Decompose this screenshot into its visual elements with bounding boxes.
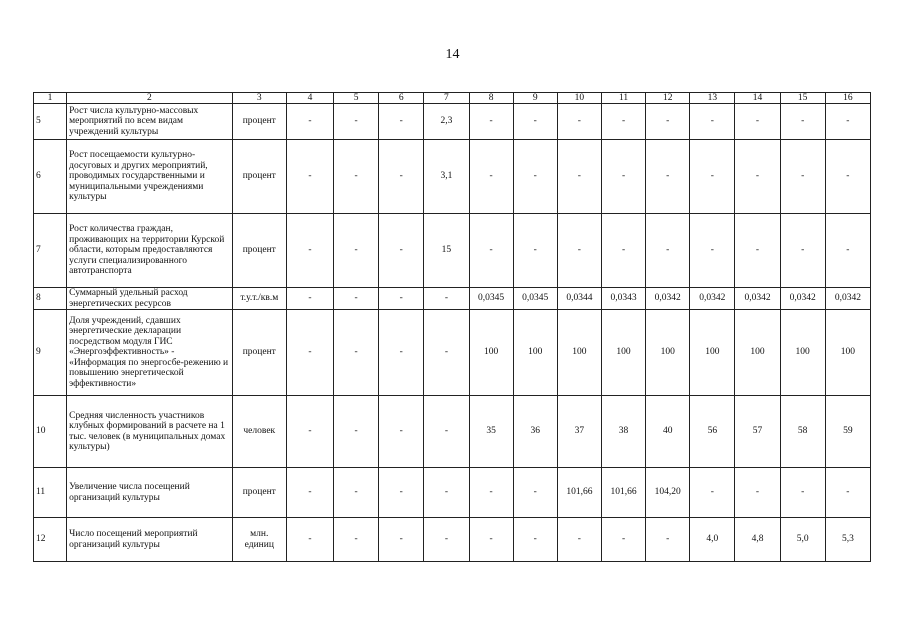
value-cell: - xyxy=(780,140,825,214)
row-number: 12 xyxy=(34,518,67,562)
value-cell: 100 xyxy=(601,310,645,396)
value-cell: - xyxy=(424,310,469,396)
value-cell: - xyxy=(646,140,690,214)
value-cell: 58 xyxy=(780,396,825,468)
value-cell: - xyxy=(379,468,424,518)
value-cell: - xyxy=(646,104,690,140)
indicator-name: Суммарный удельный расход энергетических ресурсов xyxy=(67,288,233,310)
table-row xyxy=(34,104,871,140)
value-cell: 0,0344 xyxy=(557,288,601,310)
table-row xyxy=(34,396,871,468)
value-cell: - xyxy=(286,104,333,140)
value-cell: - xyxy=(379,518,424,562)
value-cell: 100 xyxy=(557,310,601,396)
value-cell: - xyxy=(601,214,645,288)
value-cell: - xyxy=(513,104,557,140)
value-cell: - xyxy=(469,140,513,214)
value-cell: - xyxy=(825,468,870,518)
value-cell: 0,0345 xyxy=(513,288,557,310)
value-cell: - xyxy=(690,214,735,288)
column-header: 9 xyxy=(513,93,557,104)
value-cell: 0,0342 xyxy=(735,288,780,310)
value-cell: - xyxy=(334,396,379,468)
row-number: 5 xyxy=(34,104,67,140)
value-cell: 100 xyxy=(513,310,557,396)
value-cell: - xyxy=(424,288,469,310)
value-cell: - xyxy=(780,104,825,140)
value-cell: - xyxy=(646,518,690,562)
row-number: 6 xyxy=(34,140,67,214)
indicator-name: Рост посещаемости культурно-досуговых и других мероприятий, проводимых государственными и муниципальными учреждениями культуры xyxy=(67,140,233,214)
value-cell: - xyxy=(424,518,469,562)
indicator-name: Рост количества граждан, проживающих на территории Курской области, которым предоставляются услуги специализированного автотранспорта xyxy=(67,214,233,288)
value-cell: 0,0343 xyxy=(601,288,645,310)
unit-cell: млн. единиц xyxy=(232,518,286,562)
column-header: 4 xyxy=(286,93,333,104)
value-cell: - xyxy=(379,288,424,310)
value-cell: - xyxy=(334,140,379,214)
value-cell: - xyxy=(469,104,513,140)
value-cell: 56 xyxy=(690,396,735,468)
column-header: 1 xyxy=(34,93,67,104)
indicator-name: Средняя численность участников клубных формирований в расчете на 1 тыс. человек (в муниципальных домах культуры) xyxy=(67,396,233,468)
table-row xyxy=(34,214,871,288)
column-header: 10 xyxy=(557,93,601,104)
value-cell: - xyxy=(379,140,424,214)
value-cell: 5,0 xyxy=(780,518,825,562)
value-cell: - xyxy=(780,214,825,288)
table-row xyxy=(34,518,871,562)
value-cell: - xyxy=(557,104,601,140)
value-cell: - xyxy=(735,468,780,518)
unit-cell: процент xyxy=(232,468,286,518)
value-cell: - xyxy=(286,396,333,468)
value-cell: - xyxy=(286,468,333,518)
value-cell: - xyxy=(601,104,645,140)
value-cell: - xyxy=(379,214,424,288)
value-cell: 59 xyxy=(825,396,870,468)
indicator-name: Число посещений мероприятий организаций культуры xyxy=(67,518,233,562)
column-header: 13 xyxy=(690,93,735,104)
row-number: 7 xyxy=(34,214,67,288)
value-cell: - xyxy=(379,310,424,396)
column-header: 12 xyxy=(646,93,690,104)
value-cell: - xyxy=(513,140,557,214)
indicators-table xyxy=(33,92,871,562)
table-row xyxy=(34,468,871,518)
value-cell: 35 xyxy=(469,396,513,468)
value-cell: - xyxy=(513,518,557,562)
table-body xyxy=(34,104,871,562)
column-header: 14 xyxy=(735,93,780,104)
column-header: 3 xyxy=(232,93,286,104)
unit-cell: человек xyxy=(232,396,286,468)
value-cell: 57 xyxy=(735,396,780,468)
value-cell: - xyxy=(735,104,780,140)
value-cell: 0,0342 xyxy=(646,288,690,310)
value-cell: - xyxy=(557,518,601,562)
value-cell: - xyxy=(825,104,870,140)
table-row xyxy=(34,288,871,310)
value-cell: - xyxy=(646,214,690,288)
value-cell: 0,0345 xyxy=(469,288,513,310)
row-number: 8 xyxy=(34,288,67,310)
value-cell: 15 xyxy=(424,214,469,288)
value-cell: - xyxy=(469,214,513,288)
row-number: 11 xyxy=(34,468,67,518)
row-number: 10 xyxy=(34,396,67,468)
value-cell: - xyxy=(379,104,424,140)
unit-cell: процент xyxy=(232,104,286,140)
value-cell: - xyxy=(334,310,379,396)
value-cell: - xyxy=(469,518,513,562)
value-cell: 100 xyxy=(825,310,870,396)
unit-cell: процент xyxy=(232,214,286,288)
value-cell: - xyxy=(601,518,645,562)
value-cell: 37 xyxy=(557,396,601,468)
value-cell: 2,3 xyxy=(424,104,469,140)
value-cell: 100 xyxy=(780,310,825,396)
column-header: 6 xyxy=(379,93,424,104)
indicator-name: Рост числа культурно-массовых мероприятий по всем видам учреждений культуры xyxy=(67,104,233,140)
column-header: 2 xyxy=(67,93,233,104)
value-cell: 0,0342 xyxy=(825,288,870,310)
value-cell: - xyxy=(334,468,379,518)
value-cell: - xyxy=(513,468,557,518)
value-cell: - xyxy=(735,140,780,214)
value-cell: 100 xyxy=(735,310,780,396)
value-cell: - xyxy=(825,140,870,214)
value-cell: - xyxy=(557,140,601,214)
value-cell: 5,3 xyxy=(825,518,870,562)
value-cell: 4,0 xyxy=(690,518,735,562)
value-cell: - xyxy=(690,140,735,214)
page-number: 14 xyxy=(445,47,460,62)
value-cell: - xyxy=(690,104,735,140)
column-header: 16 xyxy=(825,93,870,104)
value-cell: 36 xyxy=(513,396,557,468)
value-cell: 101,66 xyxy=(601,468,645,518)
value-cell: - xyxy=(286,288,333,310)
value-cell: - xyxy=(780,468,825,518)
table-row xyxy=(34,310,871,396)
value-cell: 4,8 xyxy=(735,518,780,562)
value-cell: - xyxy=(286,140,333,214)
value-cell: 100 xyxy=(469,310,513,396)
value-cell: - xyxy=(379,396,424,468)
unit-cell: т.у.т./кв.м xyxy=(232,288,286,310)
value-cell: - xyxy=(334,518,379,562)
column-header: 7 xyxy=(424,93,469,104)
value-cell: 0,0342 xyxy=(690,288,735,310)
table-header-row xyxy=(34,93,871,104)
value-cell: - xyxy=(424,396,469,468)
value-cell: - xyxy=(424,468,469,518)
value-cell: - xyxy=(513,214,557,288)
value-cell: - xyxy=(690,468,735,518)
value-cell: - xyxy=(557,214,601,288)
value-cell: 40 xyxy=(646,396,690,468)
value-cell: - xyxy=(286,310,333,396)
column-header: 11 xyxy=(601,93,645,104)
value-cell: - xyxy=(735,214,780,288)
value-cell: 101,66 xyxy=(557,468,601,518)
column-header: 15 xyxy=(780,93,825,104)
unit-cell: процент xyxy=(232,310,286,396)
value-cell: 100 xyxy=(690,310,735,396)
value-cell: 104,20 xyxy=(646,468,690,518)
value-cell: - xyxy=(601,140,645,214)
value-cell: 38 xyxy=(601,396,645,468)
value-cell: - xyxy=(286,214,333,288)
unit-cell: процент xyxy=(232,140,286,214)
indicator-name: Доля учреждений, сдавших энергетические декларации посредством модуля ГИС «Энергоэффективность» - «Информация по энергосбе-режению и повышению энергетической эффективности» xyxy=(67,310,233,396)
value-cell: 0,0342 xyxy=(780,288,825,310)
row-number: 9 xyxy=(34,310,67,396)
indicator-name: Увеличение числа посещений организаций культуры xyxy=(67,468,233,518)
column-header: 8 xyxy=(469,93,513,104)
value-cell: - xyxy=(334,214,379,288)
value-cell: 3,1 xyxy=(424,140,469,214)
value-cell: 100 xyxy=(646,310,690,396)
value-cell: - xyxy=(334,288,379,310)
table-row xyxy=(34,140,871,214)
value-cell: - xyxy=(334,104,379,140)
column-header: 5 xyxy=(334,93,379,104)
value-cell: - xyxy=(825,214,870,288)
value-cell: - xyxy=(286,518,333,562)
value-cell: - xyxy=(469,468,513,518)
